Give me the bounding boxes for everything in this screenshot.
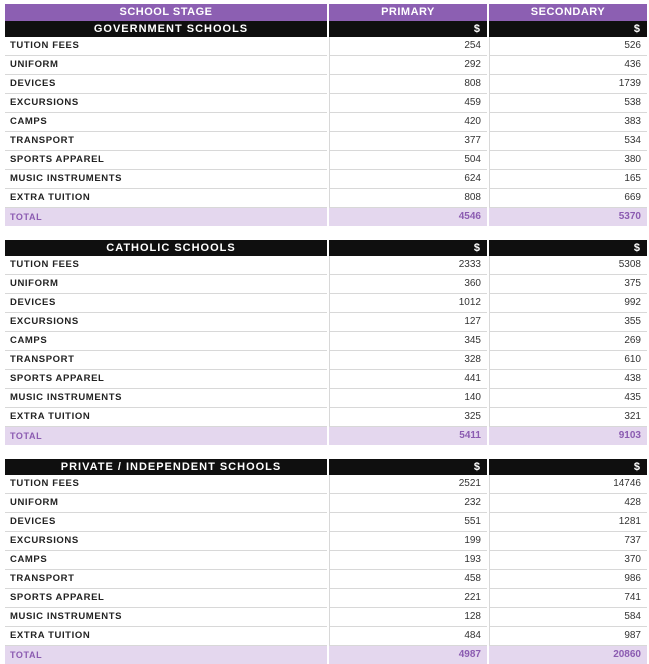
table-row	[5, 189, 647, 208]
secondary-value: 741	[489, 589, 647, 608]
secondary-value: 526	[489, 37, 647, 56]
catholic-schools-table	[3, 240, 649, 445]
primary-header: PRIMARY	[329, 4, 487, 21]
row-label: CAMPS	[5, 551, 327, 570]
primary-value: 504	[329, 151, 487, 170]
table-row	[5, 313, 647, 332]
table-row	[5, 113, 647, 132]
primary-value: 325	[329, 408, 487, 427]
cost-tables	[5, 4, 647, 664]
total-primary: 4987	[329, 646, 487, 664]
row-label: DEVICES	[5, 294, 327, 313]
primary-value: 127	[329, 313, 487, 332]
secondary-value: 355	[489, 313, 647, 332]
row-label: CAMPS	[5, 113, 327, 132]
primary-value: 128	[329, 608, 487, 627]
row-label: DEVICES	[5, 75, 327, 94]
table-row	[5, 532, 647, 551]
secondary-value: 269	[489, 332, 647, 351]
row-label: SPORTS APPAREL	[5, 151, 327, 170]
table-row	[5, 75, 647, 94]
row-label: TRANSPORT	[5, 570, 327, 589]
secondary-value: 986	[489, 570, 647, 589]
primary-value: 808	[329, 75, 487, 94]
secondary-value: 534	[489, 132, 647, 151]
primary-value: 328	[329, 351, 487, 370]
section-header-row	[5, 21, 647, 37]
table-row	[5, 589, 647, 608]
table-row	[5, 351, 647, 370]
table-row	[5, 370, 647, 389]
row-label: EXTRA TUITION	[5, 189, 327, 208]
primary-value: 624	[329, 170, 487, 189]
row-label: TUTION FEES	[5, 475, 327, 494]
total-secondary: 5370	[489, 208, 647, 226]
row-label: TRANSPORT	[5, 132, 327, 151]
table-row	[5, 332, 647, 351]
total-row	[5, 208, 647, 226]
secondary-value: 438	[489, 370, 647, 389]
row-label: UNIFORM	[5, 275, 327, 294]
row-label: EXCURSIONS	[5, 94, 327, 113]
secondary-value: 321	[489, 408, 647, 427]
secondary-value: 987	[489, 627, 647, 646]
secondary-value: 165	[489, 170, 647, 189]
section-title: GOVERNMENT SCHOOLS	[5, 21, 327, 37]
secondary-value: 383	[489, 113, 647, 132]
total-row	[5, 646, 647, 664]
secondary-value: 436	[489, 56, 647, 75]
row-label: TRANSPORT	[5, 351, 327, 370]
secondary-value: 992	[489, 294, 647, 313]
secondary-value: 1739	[489, 75, 647, 94]
table-row	[5, 475, 647, 494]
primary-value: 459	[329, 94, 487, 113]
secondary-value: 584	[489, 608, 647, 627]
secondary-header: SECONDARY	[489, 4, 647, 21]
table-row	[5, 37, 647, 56]
primary-value: 2333	[329, 256, 487, 275]
primary-value: 254	[329, 37, 487, 56]
row-label: EXCURSIONS	[5, 313, 327, 332]
primary-value: 140	[329, 389, 487, 408]
row-label: TUTION FEES	[5, 256, 327, 275]
total-secondary: 9103	[489, 427, 647, 445]
currency-label: $	[489, 240, 647, 256]
table-row	[5, 256, 647, 275]
total-row	[5, 427, 647, 445]
total-label: TOTAL	[5, 208, 327, 226]
primary-value: 360	[329, 275, 487, 294]
row-label: MUSIC INSTRUMENTS	[5, 170, 327, 189]
primary-value: 292	[329, 56, 487, 75]
primary-value: 441	[329, 370, 487, 389]
table-row	[5, 551, 647, 570]
primary-value: 232	[329, 494, 487, 513]
section-header-row	[5, 459, 647, 475]
secondary-value: 375	[489, 275, 647, 294]
primary-value: 345	[329, 332, 487, 351]
row-label: EXTRA TUITION	[5, 627, 327, 646]
government-schools-table	[3, 4, 649, 226]
currency-label: $	[329, 21, 487, 37]
total-primary: 4546	[329, 208, 487, 226]
row-label: SPORTS APPAREL	[5, 370, 327, 389]
table-row	[5, 494, 647, 513]
total-secondary: 20860	[489, 646, 647, 664]
secondary-value: 1281	[489, 513, 647, 532]
total-primary: 5411	[329, 427, 487, 445]
primary-value: 808	[329, 189, 487, 208]
secondary-value: 5308	[489, 256, 647, 275]
secondary-value: 370	[489, 551, 647, 570]
row-label: CAMPS	[5, 332, 327, 351]
table-row	[5, 170, 647, 189]
row-label: SPORTS APPAREL	[5, 589, 327, 608]
table-row	[5, 151, 647, 170]
secondary-value: 428	[489, 494, 647, 513]
table-row	[5, 608, 647, 627]
primary-value: 1012	[329, 294, 487, 313]
private-independent-schools-table	[3, 459, 649, 664]
table-row	[5, 389, 647, 408]
table-row	[5, 408, 647, 427]
row-label: EXTRA TUITION	[5, 408, 327, 427]
row-label: DEVICES	[5, 513, 327, 532]
table-row	[5, 513, 647, 532]
primary-value: 458	[329, 570, 487, 589]
primary-value: 2521	[329, 475, 487, 494]
row-label: MUSIC INSTRUMENTS	[5, 608, 327, 627]
total-label: TOTAL	[5, 427, 327, 445]
section-header-row	[5, 240, 647, 256]
currency-label: $	[489, 459, 647, 475]
secondary-value: 380	[489, 151, 647, 170]
row-label: MUSIC INSTRUMENTS	[5, 389, 327, 408]
row-label: UNIFORM	[5, 56, 327, 75]
table-row	[5, 627, 647, 646]
table-row	[5, 94, 647, 113]
primary-value: 484	[329, 627, 487, 646]
section-title: PRIVATE / INDEPENDENT SCHOOLS	[5, 459, 327, 475]
secondary-value: 669	[489, 189, 647, 208]
table-row	[5, 294, 647, 313]
currency-label: $	[329, 240, 487, 256]
currency-label: $	[329, 459, 487, 475]
primary-value: 221	[329, 589, 487, 608]
secondary-value: 737	[489, 532, 647, 551]
table-row	[5, 570, 647, 589]
primary-value: 420	[329, 113, 487, 132]
section-title: CATHOLIC SCHOOLS	[5, 240, 327, 256]
total-label: TOTAL	[5, 646, 327, 664]
primary-value: 199	[329, 532, 487, 551]
primary-value: 377	[329, 132, 487, 151]
table-row	[5, 275, 647, 294]
school-stage-header: SCHOOL STAGE	[5, 4, 327, 21]
secondary-value: 610	[489, 351, 647, 370]
secondary-value: 538	[489, 94, 647, 113]
row-label: UNIFORM	[5, 494, 327, 513]
row-label: EXCURSIONS	[5, 532, 327, 551]
primary-value: 193	[329, 551, 487, 570]
column-header-row	[5, 4, 647, 21]
table-row	[5, 132, 647, 151]
secondary-value: 435	[489, 389, 647, 408]
secondary-value: 14746	[489, 475, 647, 494]
table-row	[5, 56, 647, 75]
currency-label: $	[489, 21, 647, 37]
primary-value: 551	[329, 513, 487, 532]
row-label: TUTION FEES	[5, 37, 327, 56]
